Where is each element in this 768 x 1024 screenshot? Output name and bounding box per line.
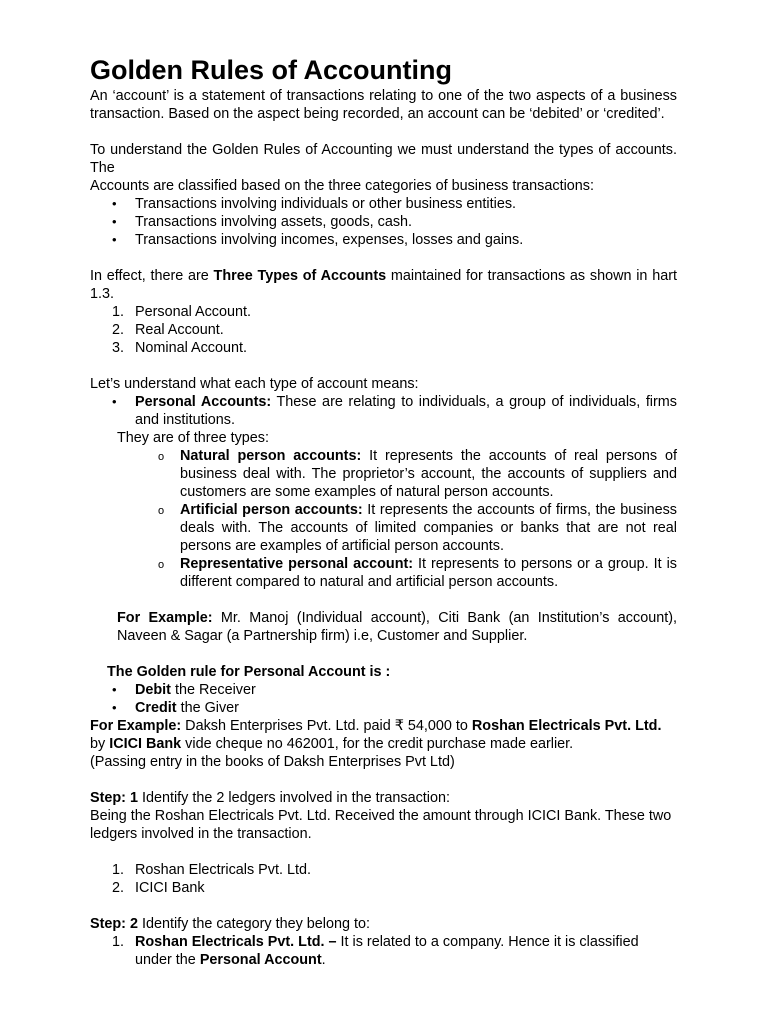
ledgers-list (90, 861, 677, 897)
passing-entry-note: (Passing entry in the books of Daksh Enterprises Pvt Ltd) (90, 754, 455, 770)
step-1-description: Being the Roshan Electricals Pvt. Ltd. Received the amount through ICICI Bank. These two ledgers involved in the transaction. (90, 808, 672, 842)
golden-example: For Example: Daksh Enterprises Pvt. Ltd. paid ₹ 54,000 to Roshan Electricals Pvt. Ltd. by ICICI Bank vide cheque no 462001, for the credit purchase made earlier. (90, 718, 662, 752)
list-item: 1. Personal Account. (112, 304, 251, 320)
meaning-intro: Let’s understand what each type of account means: (90, 376, 419, 392)
three-types-label: They are of three types: (117, 430, 269, 446)
page-title: Golden Rules of Accounting (90, 55, 452, 85)
list-item: • Debit the Receiver (90, 681, 677, 699)
classified-paragraph: Accounts are classified based on the three categories of business transactions: (90, 178, 594, 194)
list-item: 1. Roshan Electricals Pvt. Ltd. (112, 862, 311, 878)
list-item: • Credit the Giver (90, 699, 677, 717)
types-paragraph: In effect, there are Three Types of Accounts maintained for transactions as shown in hart 1.3. (90, 268, 677, 302)
transaction-categories-list (90, 195, 677, 249)
list-item: • Personal Accounts: These are relating to individuals, a group of individuals, firms and institutions. (90, 393, 677, 429)
understand-paragraph: To understand the Golden Rules of Accounting we must understand the types of accounts. The (90, 142, 677, 176)
golden-rules-list (90, 681, 677, 717)
category-list (90, 933, 677, 969)
list-item: o Representative personal account: It represents to persons or a group. It is different compared to natural and artificial person accounts. (90, 555, 677, 591)
golden-rule-heading: The Golden rule for Personal Account is : (107, 664, 391, 680)
list-item: • Transactions involving assets, goods, cash. (90, 213, 677, 231)
list-item: 2. ICICI Bank (112, 880, 205, 896)
personal-subtypes-list (90, 447, 677, 591)
list-item: 3. Nominal Account. (112, 340, 247, 356)
account-types-list (90, 303, 677, 357)
document-body (90, 54, 677, 969)
personal-example: For Example: Mr. Manoj (Individual account), Citi Bank (an Institution’s account), Naveen & Sagar (a Partnership firm) i.e, Customer and Supplier. (117, 610, 677, 644)
list-item: o Artificial person accounts: It represents the accounts of firms, the business deals with. The accounts of limited companies or banks that are not real persons are examples of artificial person accounts. (90, 501, 677, 555)
step-2-heading: Step: 2 Identify the category they belong to: (90, 916, 370, 932)
list-item: 2. Real Account. (112, 322, 224, 338)
personal-accounts-list (90, 393, 677, 429)
list-item: • Transactions involving individuals or other business entities. (90, 195, 677, 213)
list-item: o Natural person accounts: It represents the accounts of real persons of business deal with. The proprietor’s account, the accounts of suppliers and customers are some examples of natural person accounts. (90, 447, 677, 501)
list-item: 1. Roshan Electricals Pvt. Ltd. – It is related to a company. Hence it is classified under the Personal Account. (112, 934, 639, 968)
list-item: • Transactions involving incomes, expenses, losses and gains. (90, 231, 677, 249)
step-1-heading: Step: 1 Identify the 2 ledgers involved in the transaction: (90, 790, 450, 806)
intro-paragraph: An ‘account’ is a statement of transactions relating to one of the two aspects of a business transaction. Based on the aspect being recorded, an account can be ‘debited’ or ‘credited’. (90, 88, 677, 122)
